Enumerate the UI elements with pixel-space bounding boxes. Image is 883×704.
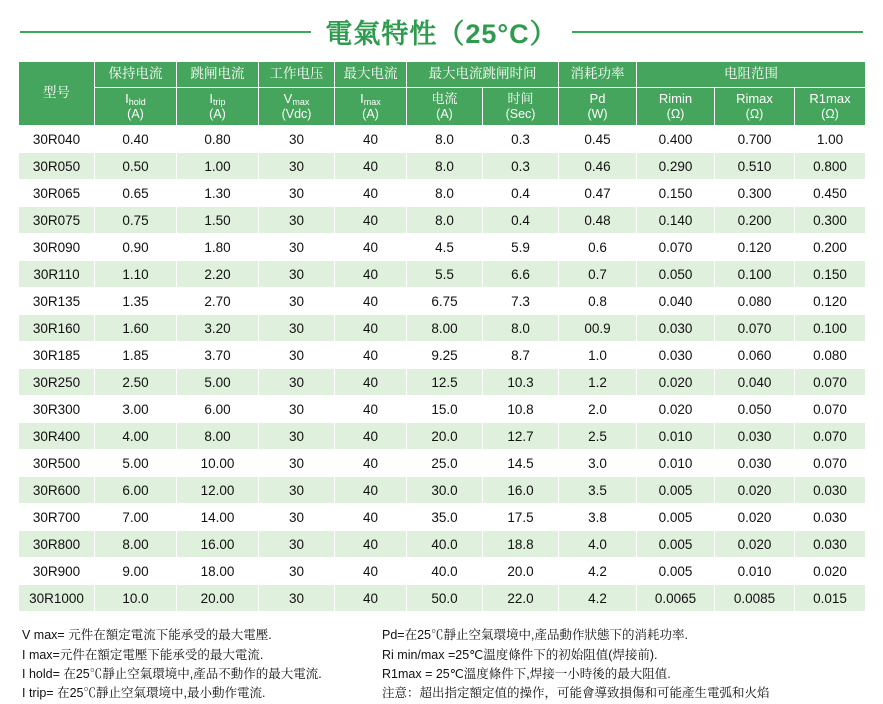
cell-model: 30R500 [19,450,95,477]
cell-hold-current: 1.85 [95,342,177,369]
cell-rimin: 0.010 [637,450,715,477]
page-title-row [0,0,883,57]
cell-trip-time-current: 8.0 [407,153,483,180]
cell-model: 30R300 [19,396,95,423]
header-r1max: R1max (Ω) [795,87,866,125]
cell-rimin: 0.0065 [637,585,715,612]
cell-working-voltage: 30 [259,450,335,477]
cell-rimax: 0.020 [715,504,795,531]
header-power-pd: Pd (W) [559,87,637,125]
cell-trip-time-current: 8.0 [407,180,483,207]
cell-max-current: 40 [335,585,407,612]
cell-power: 2.0 [559,396,637,423]
table-row [19,558,866,585]
cell-rimax: 0.030 [715,423,795,450]
table-row [19,342,866,369]
cell-trip-current: 1.50 [177,207,259,234]
cell-trip-current: 12.00 [177,477,259,504]
cell-hold-current: 4.00 [95,423,177,450]
cell-trip-time-seconds: 14.5 [483,450,559,477]
cell-rimax: 0.100 [715,261,795,288]
cell-rimax: 0.700 [715,126,795,153]
cell-hold-current: 7.00 [95,504,177,531]
header-rimax: Rimax (Ω) [715,87,795,125]
table-row [19,234,866,261]
cell-rimax: 0.510 [715,153,795,180]
cell-trip-time-seconds: 20.0 [483,558,559,585]
notes-section [0,612,883,704]
table-body [19,126,866,612]
cell-model: 30R400 [19,423,95,450]
cell-r1max: 0.030 [795,477,866,504]
cell-trip-time-current: 8.0 [407,207,483,234]
table-row [19,423,866,450]
cell-max-current: 40 [335,234,407,261]
cell-trip-time-current: 12.5 [407,369,483,396]
cell-rimin: 0.070 [637,234,715,261]
cell-trip-current: 1.80 [177,234,259,261]
cell-working-voltage: 30 [259,153,335,180]
cell-rimax: 0.060 [715,342,795,369]
cell-hold-current: 2.50 [95,369,177,396]
cell-rimax: 0.020 [715,477,795,504]
cell-rimin: 0.005 [637,477,715,504]
header-resistance-group: 电阻范围 [637,62,866,88]
cell-working-voltage: 30 [259,207,335,234]
cell-model: 30R110 [19,261,95,288]
cell-working-voltage: 30 [259,477,335,504]
cell-model: 30R600 [19,477,95,504]
cell-rimin: 0.400 [637,126,715,153]
cell-trip-current: 20.00 [177,585,259,612]
cell-trip-time-seconds: 8.0 [483,315,559,342]
header-trip-time-group: 最大电流跳闸时间 [407,62,559,88]
page-title: 電氣特性（25°C） [325,19,558,49]
spec-table-wrap [0,57,883,612]
cell-power: 4.2 [559,558,637,585]
cell-trip-time-seconds: 22.0 [483,585,559,612]
cell-power: 0.48 [559,207,637,234]
cell-hold-current: 9.00 [95,558,177,585]
cell-rimin: 0.030 [637,315,715,342]
cell-r1max: 0.100 [795,315,866,342]
cell-rimin: 0.290 [637,153,715,180]
cell-trip-time-seconds: 0.3 [483,126,559,153]
cell-trip-time-seconds: 10.8 [483,396,559,423]
cell-working-voltage: 30 [259,126,335,153]
cell-model: 30R185 [19,342,95,369]
cell-trip-current: 6.00 [177,396,259,423]
cell-power: 4.2 [559,585,637,612]
cell-model: 30R1000 [19,585,95,612]
cell-working-voltage: 30 [259,180,335,207]
cell-trip-time-current: 20.0 [407,423,483,450]
cell-r1max: 0.070 [795,369,866,396]
cell-trip-current: 5.00 [177,369,259,396]
cell-power: 0.7 [559,261,637,288]
cell-max-current: 40 [335,369,407,396]
cell-trip-time-seconds: 18.8 [483,531,559,558]
cell-model: 30R075 [19,207,95,234]
table-row [19,261,866,288]
header-row-sub [19,87,866,125]
cell-rimax: 0.070 [715,315,795,342]
note-warning: 注意：超出指定額定值的操作，可能會導致損傷和可能產生電弧和火焰 [382,686,770,701]
cell-trip-time-seconds: 5.9 [483,234,559,261]
cell-working-voltage: 30 [259,234,335,261]
title-rule-left [20,31,311,33]
cell-trip-time-seconds: 6.6 [483,261,559,288]
cell-power: 1.2 [559,369,637,396]
cell-working-voltage: 30 [259,558,335,585]
cell-working-voltage: 30 [259,531,335,558]
cell-model: 30R800 [19,531,95,558]
cell-hold-current: 0.50 [95,153,177,180]
cell-trip-time-current: 4.5 [407,234,483,261]
cell-working-voltage: 30 [259,342,335,369]
cell-power: 1.0 [559,342,637,369]
note-ri: Ri min/max =25℃溫度條件下的初始阻值(焊接前). [382,647,658,662]
note-r1max: R1max = 25℃溫度條件下,焊接一小時後的最大阻值. [382,666,671,681]
cell-trip-time-current: 35.0 [407,504,483,531]
cell-rimax: 0.200 [715,207,795,234]
cell-power: 3.0 [559,450,637,477]
cell-trip-current: 1.00 [177,153,259,180]
title-rule-right [572,31,863,33]
cell-power: 0.47 [559,180,637,207]
cell-model: 30R065 [19,180,95,207]
cell-trip-time-current: 6.75 [407,288,483,315]
cell-r1max: 0.450 [795,180,866,207]
cell-trip-time-current: 8.00 [407,315,483,342]
cell-trip-current: 18.00 [177,558,259,585]
cell-trip-time-current: 50.0 [407,585,483,612]
cell-working-voltage: 30 [259,423,335,450]
cell-power: 00.9 [559,315,637,342]
table-row [19,207,866,234]
cell-max-current: 40 [335,450,407,477]
cell-r1max: 0.300 [795,207,866,234]
cell-trip-current: 8.00 [177,423,259,450]
cell-trip-current: 0.80 [177,126,259,153]
cell-model: 30R250 [19,369,95,396]
cell-max-current: 40 [335,477,407,504]
cell-max-current: 40 [335,261,407,288]
cell-power: 0.8 [559,288,637,315]
cell-rimin: 0.005 [637,558,715,585]
cell-trip-time-seconds: 7.3 [483,288,559,315]
header-trip-current: 跳闸电流 [177,62,259,88]
cell-rimin: 0.140 [637,207,715,234]
cell-trip-time-seconds: 8.7 [483,342,559,369]
cell-rimin: 0.150 [637,180,715,207]
table-row [19,585,866,612]
cell-rimax: 0.020 [715,531,795,558]
header-trip-symbol: $I_{trip}$ (A) [177,87,259,125]
cell-r1max: 0.080 [795,342,866,369]
cell-trip-time-current: 15.0 [407,396,483,423]
cell-max-current: 40 [335,180,407,207]
cell-trip-time-seconds: 17.5 [483,504,559,531]
cell-max-current: 40 [335,558,407,585]
cell-trip-time-current: 8.0 [407,126,483,153]
table-row [19,477,866,504]
header-trip-time-seconds: 时间 (Sec) [483,87,559,125]
cell-model: 30R135 [19,288,95,315]
header-trip-time-current: 电流 (A) [407,87,483,125]
cell-max-current: 40 [335,531,407,558]
cell-hold-current: 6.00 [95,477,177,504]
cell-max-current: 40 [335,396,407,423]
cell-working-voltage: 30 [259,396,335,423]
cell-r1max: 0.800 [795,153,866,180]
cell-max-current: 40 [335,504,407,531]
cell-hold-current: 5.00 [95,450,177,477]
cell-trip-current: 16.00 [177,531,259,558]
cell-hold-current: 1.60 [95,315,177,342]
cell-rimax: 0.300 [715,180,795,207]
cell-rimin: 0.020 [637,369,715,396]
cell-model: 30R160 [19,315,95,342]
header-row-group [19,62,866,88]
cell-max-current: 40 [335,288,407,315]
cell-trip-time-current: 40.0 [407,531,483,558]
cell-trip-time-current: 9.25 [407,342,483,369]
table-row [19,369,866,396]
cell-trip-current: 10.00 [177,450,259,477]
cell-hold-current: 0.65 [95,180,177,207]
cell-hold-current: 0.40 [95,126,177,153]
note-ihold: I hold= 在25℃靜止空氣環境中,產品不動作的最大電流. [22,666,322,681]
cell-trip-time-current: 5.5 [407,261,483,288]
header-model: 型号 [19,62,95,126]
cell-r1max: 0.030 [795,504,866,531]
cell-model: 30R090 [19,234,95,261]
cell-rimin: 0.040 [637,288,715,315]
header-voltage-symbol: $V_{max}$ (Vdc) [259,87,335,125]
cell-rimax: 0.040 [715,369,795,396]
table-row [19,288,866,315]
cell-trip-time-current: 25.0 [407,450,483,477]
cell-trip-current: 3.20 [177,315,259,342]
cell-max-current: 40 [335,423,407,450]
cell-model: 30R050 [19,153,95,180]
cell-power: 4.0 [559,531,637,558]
note-vmax: V max= 元件在額定電流下能承受的最大電壓. [22,628,272,643]
cell-r1max: 0.020 [795,558,866,585]
cell-r1max: 0.200 [795,234,866,261]
cell-rimin: 0.005 [637,504,715,531]
cell-r1max: 1.00 [795,126,866,153]
cell-rimin: 0.010 [637,423,715,450]
table-row [19,450,866,477]
cell-rimin: 0.005 [637,531,715,558]
cell-trip-time-seconds: 12.7 [483,423,559,450]
cell-working-voltage: 30 [259,288,335,315]
cell-power: 3.5 [559,477,637,504]
cell-trip-time-seconds: 16.0 [483,477,559,504]
cell-rimin: 0.050 [637,261,715,288]
cell-rimin: 0.020 [637,396,715,423]
cell-trip-time-seconds: 0.4 [483,207,559,234]
cell-working-voltage: 30 [259,315,335,342]
cell-power: 0.45 [559,126,637,153]
cell-model: 30R900 [19,558,95,585]
cell-hold-current: 1.35 [95,288,177,315]
table-row [19,153,866,180]
cell-r1max: 0.070 [795,450,866,477]
cell-r1max: 0.030 [795,531,866,558]
cell-rimax: 0.0085 [715,585,795,612]
cell-max-current: 40 [335,315,407,342]
cell-rimax: 0.030 [715,450,795,477]
cell-working-voltage: 30 [259,369,335,396]
cell-working-voltage: 30 [259,504,335,531]
cell-rimax: 0.120 [715,234,795,261]
electrical-characteristics-table [18,61,866,612]
cell-power: 0.6 [559,234,637,261]
cell-hold-current: 3.00 [95,396,177,423]
cell-trip-current: 2.70 [177,288,259,315]
note-pd: Pd=在25℃靜止空氣環境中,產品動作狀態下的消耗功率. [382,628,688,643]
table-row [19,531,866,558]
table-row [19,315,866,342]
cell-working-voltage: 30 [259,585,335,612]
cell-r1max: 0.150 [795,261,866,288]
cell-r1max: 0.070 [795,396,866,423]
cell-rimax: 0.010 [715,558,795,585]
note-imax: I max=元件在額定電壓下能承受的最大電流. [22,647,264,662]
notes-left-column [22,626,382,704]
cell-hold-current: 0.75 [95,207,177,234]
cell-r1max: 0.120 [795,288,866,315]
cell-r1max: 0.070 [795,423,866,450]
table-row [19,126,866,153]
cell-power: 0.46 [559,153,637,180]
cell-trip-time-current: 40.0 [407,558,483,585]
cell-model: 30R700 [19,504,95,531]
cell-trip-current: 2.20 [177,261,259,288]
note-itrip: I trip= 在25℃靜止空氣環境中,最小動作電流. [22,686,266,701]
cell-trip-time-seconds: 0.4 [483,180,559,207]
table-row [19,504,866,531]
cell-hold-current: 0.90 [95,234,177,261]
table-head [19,62,866,126]
header-power-group: 消耗功率 [559,62,637,88]
cell-max-current: 40 [335,153,407,180]
cell-power: 2.5 [559,423,637,450]
cell-rimax: 0.080 [715,288,795,315]
header-rimin: Rimin (Ω) [637,87,715,125]
cell-max-current: 40 [335,207,407,234]
table-row [19,180,866,207]
cell-rimax: 0.050 [715,396,795,423]
cell-trip-current: 3.70 [177,342,259,369]
cell-r1max: 0.015 [795,585,866,612]
cell-trip-time-current: 30.0 [407,477,483,504]
cell-trip-current: 1.30 [177,180,259,207]
cell-max-current: 40 [335,342,407,369]
notes-right-column [382,626,863,704]
header-hold-symbol: $I_{hold}$ (A) [95,87,177,125]
cell-trip-time-seconds: 10.3 [483,369,559,396]
cell-hold-current: 1.10 [95,261,177,288]
cell-trip-current: 14.00 [177,504,259,531]
cell-rimin: 0.030 [637,342,715,369]
header-imax-symbol: $I_{max}$ (A) [335,87,407,125]
cell-trip-time-seconds: 0.3 [483,153,559,180]
cell-working-voltage: 30 [259,261,335,288]
cell-hold-current: 8.00 [95,531,177,558]
cell-model: 30R040 [19,126,95,153]
header-working-voltage: 工作电压 [259,62,335,88]
cell-hold-current: 10.0 [95,585,177,612]
table-row [19,396,866,423]
cell-max-current: 40 [335,126,407,153]
header-max-current: 最大电流 [335,62,407,88]
cell-power: 3.8 [559,504,637,531]
header-hold-current: 保持电流 [95,62,177,88]
